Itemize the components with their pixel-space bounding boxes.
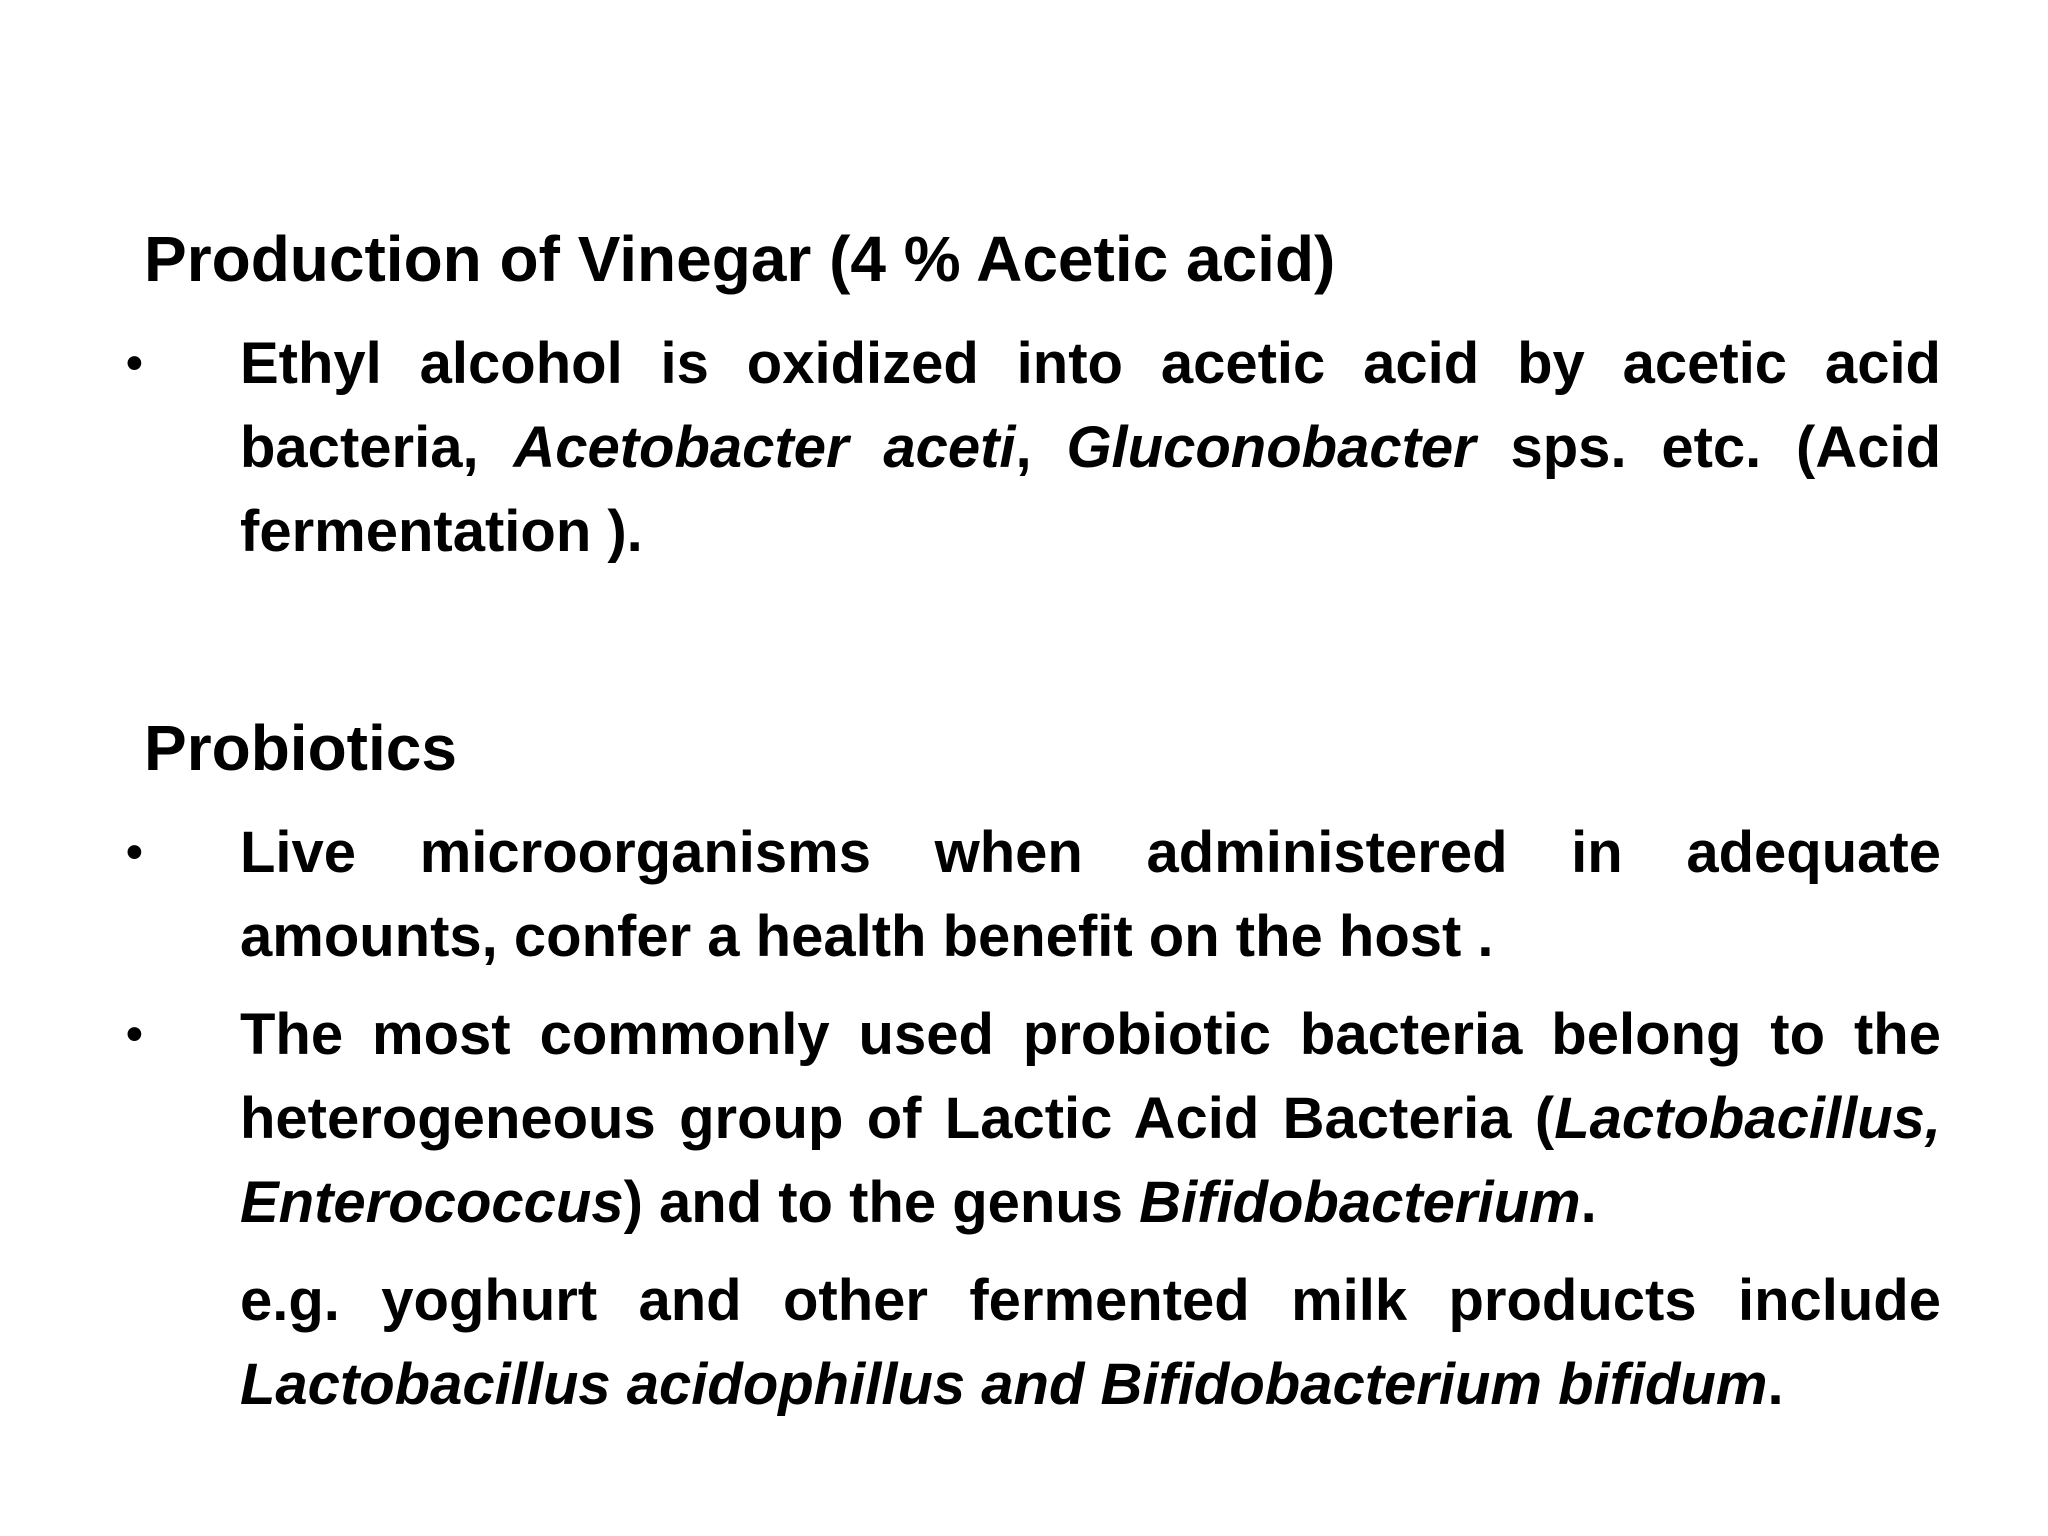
text-run: e.g. yoghurt and other fermented milk products include <box>240 1268 1941 1333</box>
probiotics-bullet-2-text <box>240 993 1941 1245</box>
probiotics-bullet-2 <box>126 993 1941 1245</box>
text-run: Ethyl alcohol is oxidized into acetic acid by acetic acid bacteria, <box>240 331 1941 480</box>
heading-vinegar: Production of Vinegar (4 % Acetic acid) <box>144 223 1336 295</box>
text-run: . <box>1767 1352 1784 1417</box>
bullet-icon: • <box>126 337 143 390</box>
probiotics-bullet-1-text: Live microorganisms when administered in adequate amounts, confer a health benefit on the host . <box>240 820 1941 969</box>
text-run: sps. etc. (Acid fermentation ). <box>240 415 1942 564</box>
probiotics-example <box>240 1259 1941 1427</box>
vinegar-bullet-1 <box>126 322 1941 574</box>
text-run: ) and to the genus <box>623 1170 1140 1235</box>
vinegar-bullet-block <box>126 322 1941 574</box>
text-run: , <box>1015 415 1067 480</box>
heading-probiotics: Probiotics <box>144 712 457 784</box>
genus-names: Lactobacillus, Enterococcus <box>240 1086 1941 1235</box>
probiotics-bullet-block <box>126 811 1941 1427</box>
bullet-icon: • <box>126 1008 143 1061</box>
bullet-icon: • <box>126 826 143 879</box>
vinegar-bullet-text <box>240 322 1941 574</box>
text-run: . <box>1580 1170 1597 1235</box>
species-names: Lactobacillus acidophillus and Bifidobacterium bifidum <box>240 1352 1768 1417</box>
text-run: The most commonly used probiotic bacteria belong to the heterogeneous group of Lactic Acid Bacteria ( <box>240 1002 1941 1151</box>
probiotics-bullet-1 <box>126 811 1941 979</box>
genus-name: Gluconobacter <box>1066 415 1476 480</box>
species-name: Acetobacter aceti <box>513 415 1016 480</box>
genus-name: Bifidobacterium <box>1139 1170 1581 1235</box>
